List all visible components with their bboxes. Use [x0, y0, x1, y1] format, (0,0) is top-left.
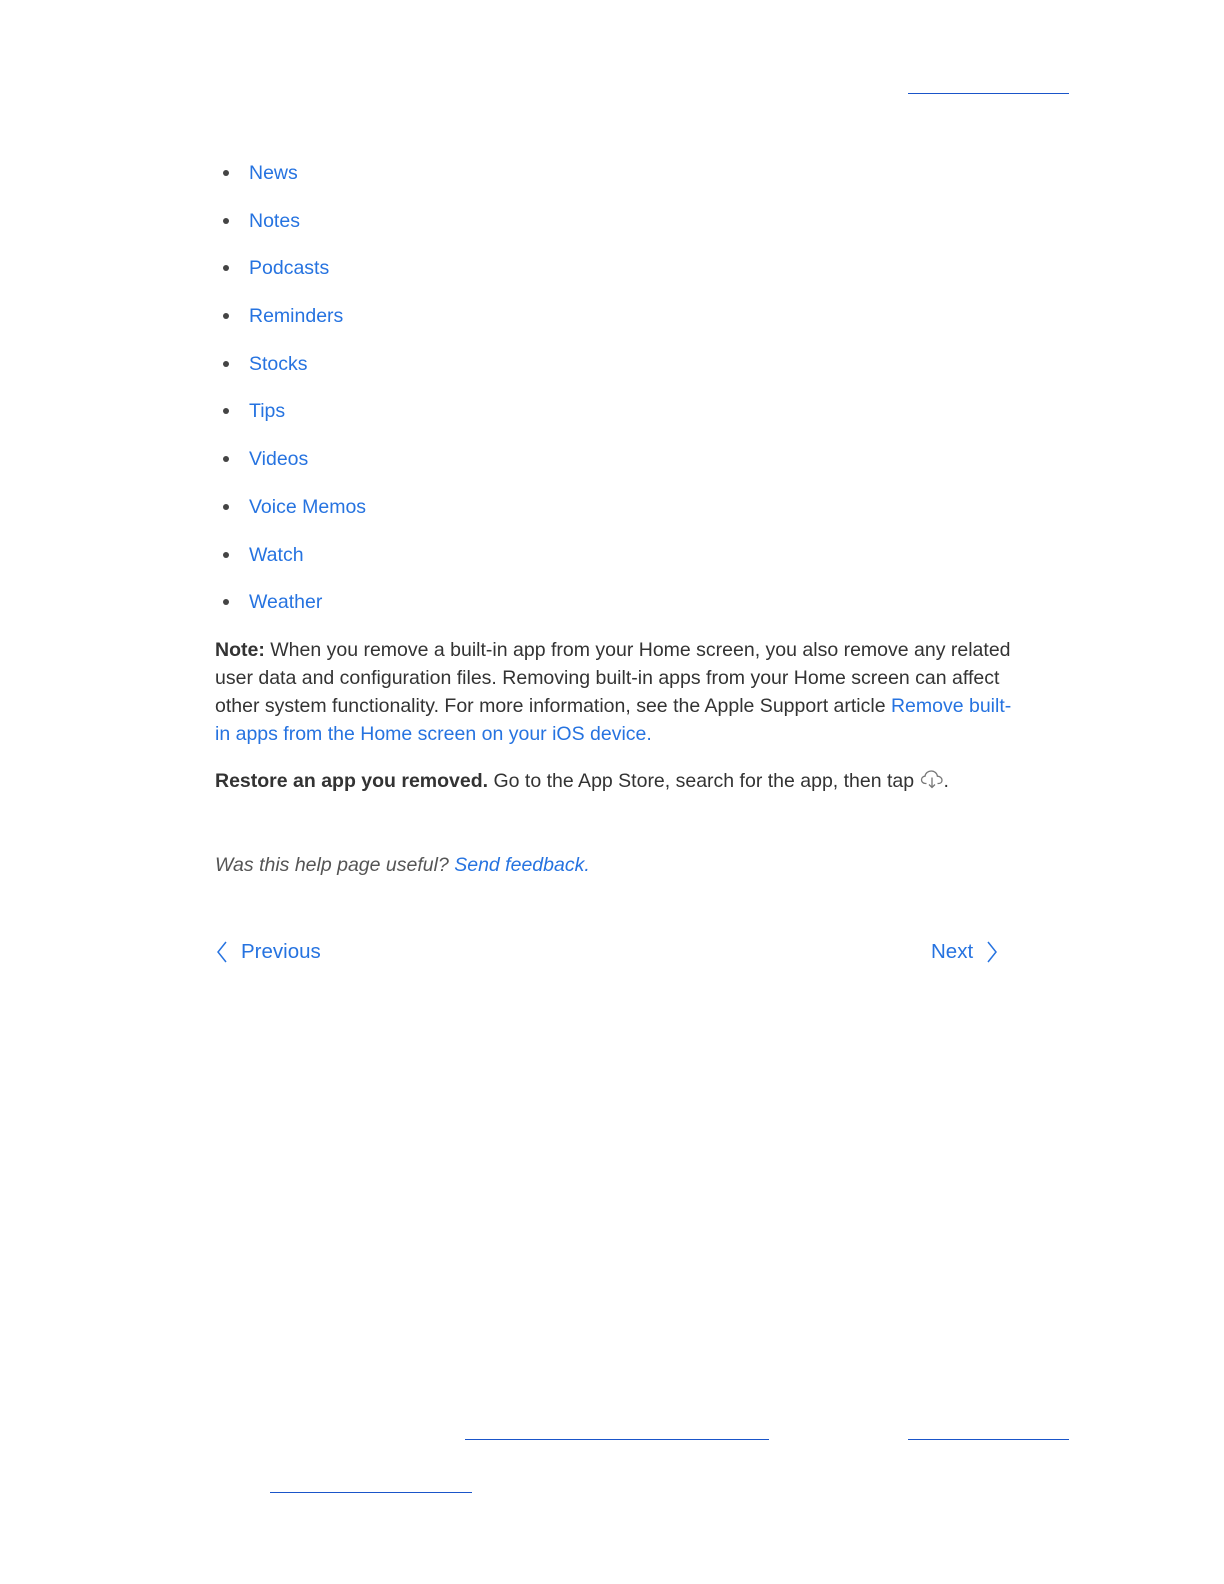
app-link-news[interactable]: News [249, 162, 298, 184]
bullet-icon [223, 552, 229, 558]
note-text: When you remove a built-in app from your Home screen, you also remove any related user data and configuration files. Removing built-in apps from your Home screen can affect other system functionality. For more information, see the Apple Support article [215, 639, 1011, 717]
cloud-download-icon [920, 769, 944, 789]
list-item [215, 441, 366, 489]
support-article-link[interactable]: Remove built-in apps from the Home screen on your iOS device [215, 695, 1012, 745]
bullet-icon [223, 361, 229, 367]
app-link-podcasts[interactable]: Podcasts [249, 257, 330, 280]
next-label: Next [931, 940, 974, 963]
feedback-question: Was this help page useful? [215, 854, 455, 876]
app-link-notes[interactable]: Notes [249, 209, 300, 232]
app-link-tips[interactable]: Tips [249, 400, 286, 423]
note-label: Note: [215, 639, 265, 661]
next-page-link[interactable] [931, 936, 999, 968]
restore-label: Restore an app you removed. [215, 770, 489, 792]
restore-paragraph [215, 767, 1015, 795]
footer-link-underline [908, 1439, 1069, 1440]
previous-label: Previous [241, 940, 321, 963]
bullet-icon [223, 456, 229, 462]
footer-link-underline [270, 1492, 472, 1493]
app-link-stocks[interactable]: Stocks [249, 352, 308, 375]
app-link-weather[interactable]: Weather [249, 591, 323, 614]
list-item [215, 298, 366, 346]
list-item [215, 537, 366, 585]
chevron-right-icon [985, 940, 999, 964]
list-item [215, 584, 366, 632]
list-item [215, 346, 366, 394]
app-link-voice-memos[interactable]: Voice Memos [249, 495, 367, 518]
app-link-reminders[interactable]: Reminders [249, 305, 344, 328]
note-paragraph [215, 636, 1015, 748]
app-link-watch[interactable]: Watch [249, 543, 304, 566]
footer-link-underline [465, 1439, 769, 1440]
list-item [215, 250, 366, 298]
list-item [215, 203, 366, 251]
top-link-underline [908, 93, 1069, 94]
app-link-videos[interactable]: Videos [249, 448, 309, 471]
note-end: . [646, 723, 652, 745]
bullet-icon [223, 408, 229, 414]
restore-text: Go to the App Store, search for the app, then tap [488, 770, 920, 792]
send-feedback-link[interactable]: Send feedback. [454, 854, 590, 876]
list-item [215, 489, 366, 537]
bullet-icon [223, 170, 229, 176]
bullet-icon [223, 504, 229, 510]
list-item [215, 155, 366, 203]
list-item [215, 393, 366, 441]
bullet-icon [223, 599, 229, 605]
chevron-left-icon [215, 940, 229, 964]
bullet-icon [223, 313, 229, 319]
built-in-apps-list [215, 155, 366, 632]
previous-page-link[interactable] [215, 936, 321, 968]
bullet-icon [223, 265, 229, 271]
feedback-paragraph [215, 851, 1015, 879]
restore-end: . [943, 770, 949, 792]
bullet-icon [223, 218, 229, 224]
